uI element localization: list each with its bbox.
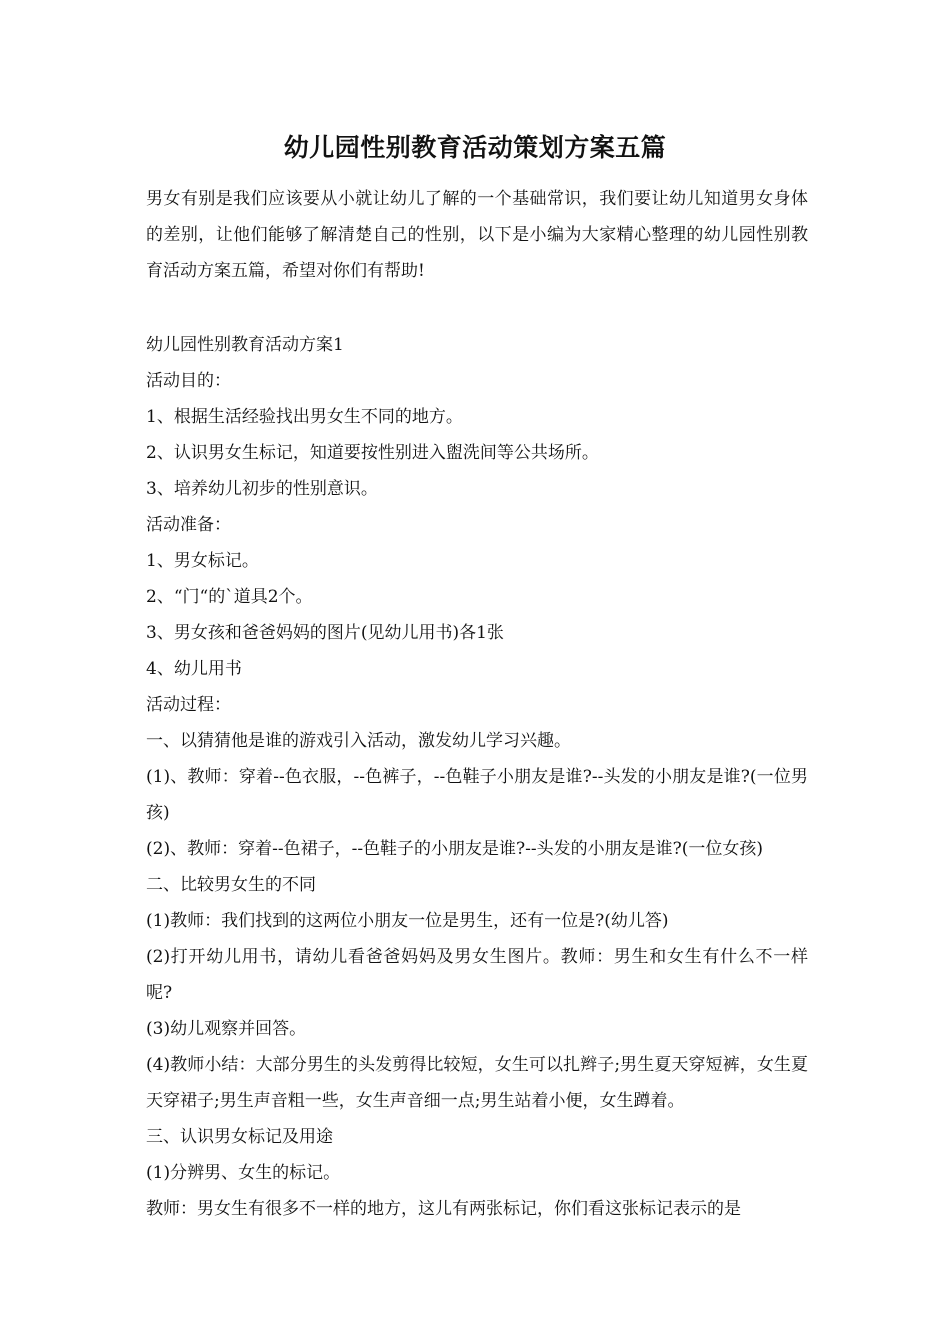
subheading: 活动过程：: [146, 695, 231, 715]
paragraph-line: 二、比较男女生的不同: [146, 875, 316, 895]
paragraph-line: (2)打开幼儿用书，请幼儿看爸爸妈妈及男女生图片。教师：男生和女生有什么不一样呢?: [146, 947, 808, 1003]
paragraph-line: (2)、教师：穿着--色裙子，--色鞋子的小朋友是谁?--头发的小朋友是谁?(一位女孩): [146, 839, 764, 859]
subheading: 活动目的：: [146, 371, 231, 391]
list-item: 1、男女标记。: [146, 551, 259, 571]
intro-paragraph: 男女有别是我们应该要从小就让幼儿了解的一个基础常识，我们要让幼儿知道男女身体的差别，让他们能够了解清楚自己的性别，以下是小编为大家精心整理的幼儿园性别教育活动方案五篇，希望对你们有帮助!: [146, 189, 808, 281]
paragraph-line: 教师：男女生有很多不一样的地方，这儿有两张标记，你们看这张标记表示的是: [146, 1199, 741, 1219]
paragraph-line: (4)教师小结：大部分男生的头发剪得比较短，女生可以扎辫子;男生夏天穿短裤，女生夏天穿裙子;男生声音粗一些，女生声音细一点;男生站着小便，女生蹲着。: [146, 1055, 808, 1111]
list-item: 3、培养幼儿初步的性别意识。: [146, 479, 378, 499]
subheading: 活动准备：: [146, 515, 231, 535]
paragraph-line: (1)分辨男、女生的标记。: [146, 1163, 341, 1183]
list-item: 2、“门“的`道具2个。: [146, 587, 313, 607]
paragraph-line: (1)教师：我们找到的这两位小朋友一位是男生，还有一位是?(幼儿答): [146, 911, 669, 931]
paragraph-line: 三、认识男女标记及用途: [146, 1127, 333, 1147]
document-title: 幼儿园性别教育活动策划方案五篇: [283, 133, 667, 162]
paragraph-line: (1)、教师：穿着--色衣服，--色裤子，--色鞋子小朋友是谁?--头发的小朋友是谁?(一位男孩): [146, 767, 808, 823]
list-item: 4、幼儿用书: [146, 659, 242, 679]
document-body: [146, 327, 808, 1227]
list-item: 2、认识男女生标记，知道要按性别进入盥洗间等公共场所。: [146, 443, 599, 463]
list-item: 1、根据生活经验找出男女生不同的地方。: [146, 407, 463, 427]
paragraph-line: 一、以猜猜他是谁的游戏引入活动，激发幼儿学习兴趣。: [146, 731, 571, 751]
paragraph-line: (3)幼儿观察并回答。: [146, 1019, 307, 1039]
list-item: 3、男女孩和爸爸妈妈的图片(见幼儿用书)各1张: [146, 623, 504, 643]
section-heading: 幼儿园性别教育活动方案1: [146, 335, 344, 355]
